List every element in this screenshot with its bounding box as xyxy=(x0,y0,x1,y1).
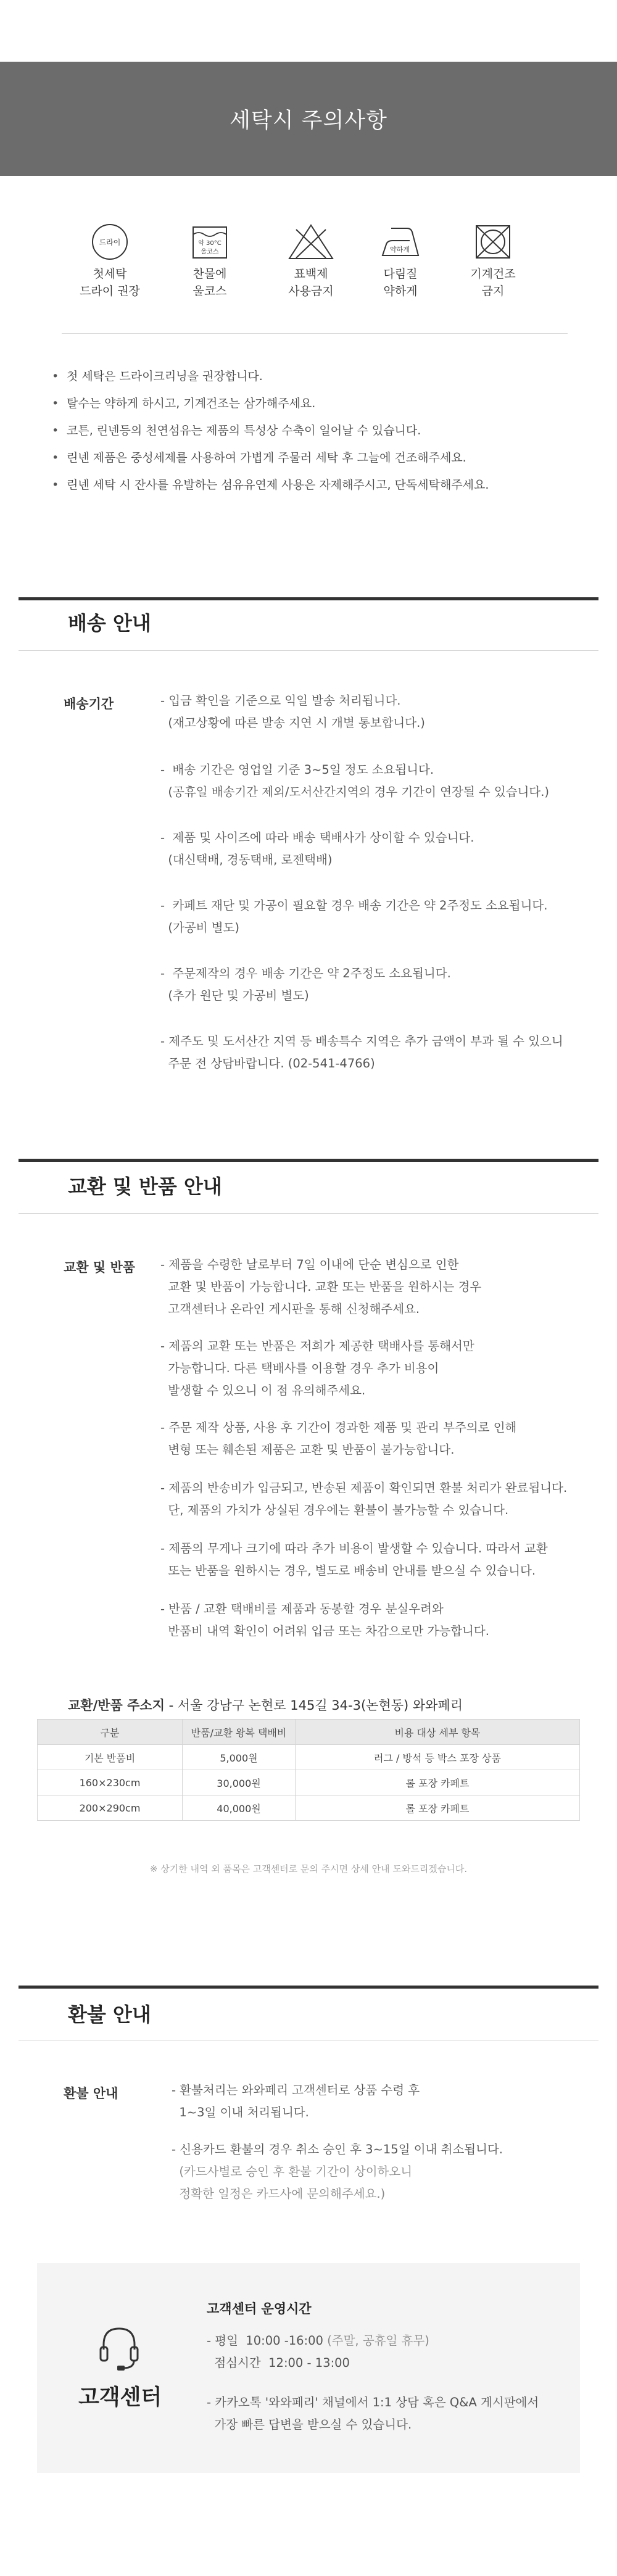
no-bleach-icon xyxy=(288,223,334,260)
return-fee-table xyxy=(37,1719,580,1821)
table-cell: 5,000원 xyxy=(183,1745,296,1770)
list-item: • 탈수는 약하게 하시고, 기계건조는 삼가해주세요. xyxy=(49,390,580,417)
text-line: 반품비 내역 확인이 어려워 입금 또는 차감으로만 가능합니다. xyxy=(160,1624,489,1638)
exchange-paragraph xyxy=(160,1335,474,1402)
exchange-label: 교환 및 반품 xyxy=(64,1260,136,1275)
iron-icon xyxy=(379,223,422,260)
text-line: - 카카오톡 '와와페리' 채널에서 1:1 상담 혹은 Q&A 게시판에서 xyxy=(207,2395,539,2409)
text-line: - 제품의 무게나 크기에 따라 추가 비용이 발생할 수 있습니다. 따라서 교환 xyxy=(160,1541,548,1555)
address-text: - 서울 강남구 논현로 145길 34-3(논현동) 와와페리 xyxy=(168,1698,463,1713)
exchange-paragraph xyxy=(160,1417,516,1461)
list-item: • 린넨 세탁 시 잔사를 유발하는 섬유유연제 사용은 자제해주시고, 단독세탁해주세요. xyxy=(49,471,580,499)
text-line: - 반품 / 교환 택배비를 제품과 동봉할 경우 분실우려와 xyxy=(160,1602,444,1616)
list-item: • 코튼, 린넨등의 천연섬유는 제품의 특성상 수축이 일어날 수 있습니다. xyxy=(49,417,580,444)
shipping-paragraph xyxy=(160,1030,563,1075)
table-row xyxy=(38,1745,580,1770)
shipping-label: 배송기간 xyxy=(64,697,114,711)
text-line: 주문 전 상담바랍니다. (02-541-4766) xyxy=(160,1056,375,1071)
section-top-bar xyxy=(19,1986,598,1989)
care-item-no-tumble-dry xyxy=(453,223,533,300)
text-line: 고객센터나 온라인 게시판을 통해 신청해주세요. xyxy=(160,1302,420,1316)
care-divider xyxy=(62,333,568,334)
refund-title: 환불 안내 xyxy=(68,2003,151,2026)
refund-label: 환불 안내 xyxy=(64,2086,118,2101)
section-divider xyxy=(19,650,598,651)
text-line: (가공비 별도) xyxy=(160,921,239,935)
customer-center-kakao xyxy=(207,2392,539,2436)
address-label: 교환/반품 주소지 xyxy=(68,1698,165,1713)
text-line: - 제품을 수령한 날로부터 7일 이내에 단순 변심으로 인한 xyxy=(160,1257,459,1272)
text-line: (카드사별로 승인 후 환불 기간이 상이하오니 xyxy=(172,2164,413,2179)
text-line: 점심시간 12:00 - 13:00 xyxy=(207,2356,350,2370)
table-cell: 30,000원 xyxy=(183,1770,296,1795)
section-top-bar xyxy=(19,597,598,600)
shipping-paragraph xyxy=(160,963,451,1007)
text-line: 가능합니다. 다른 택배사를 이용할 경우 추가 비용이 xyxy=(160,1361,439,1375)
exchange-paragraph xyxy=(160,1254,481,1320)
customer-center-title: 고객센터 운영시간 xyxy=(207,2301,312,2316)
text-line: - 배송 기간은 영업일 기준 3~5일 정도 소요됩니다. xyxy=(160,763,434,777)
no-tumble-dry-icon xyxy=(471,223,515,260)
care-label: 다림질 약하게 xyxy=(383,267,418,298)
text-line: 발생할 수 있으니 이 점 유의해주세요. xyxy=(160,1383,366,1398)
wash-course-text: 울코스 xyxy=(201,249,219,255)
text-line: 또는 반품을 원하시는 경우, 별도로 배송비 안내를 받으실 수 있습니다. xyxy=(160,1563,536,1578)
headset-icon xyxy=(97,2325,141,2372)
section-divider xyxy=(19,1213,598,1214)
wash-tub-icon xyxy=(188,223,231,260)
text-line: (공휴일 배송기간 제외/도서산간지역의 경우 기간이 연장될 수 있습니다.) xyxy=(160,785,550,799)
care-label: 첫세탁 드라이 권장 xyxy=(80,267,140,298)
shipping-paragraph xyxy=(160,895,547,939)
fee-footnote: ※ 상기한 내역 외 품목은 고객센터로 문의 주시면 상세 안내 도와드리겠습니다. xyxy=(149,1863,468,1874)
column-header: 비용 대상 세부 항목 xyxy=(296,1720,580,1745)
table-header-row xyxy=(38,1720,580,1745)
exchange-paragraph xyxy=(160,1598,489,1642)
return-address xyxy=(68,1696,463,1714)
text-line: - 주문 제작 상품, 사용 후 기간이 경과한 제품 및 관리 부주의로 인해 xyxy=(160,1420,517,1435)
text-line: 1~3일 이내 처리됩니다. xyxy=(172,2105,309,2119)
text-line: (재고상황에 따른 발송 지연 시 개별 통보합니다.) xyxy=(160,716,425,730)
care-item-dry-clean xyxy=(70,223,150,300)
table-cell: 200×290cm xyxy=(38,1795,183,1821)
care-label: 표백제 사용금지 xyxy=(288,267,334,298)
text-line: 단, 제품의 가치가 상실된 경우에는 환불이 불가능할 수 있습니다. xyxy=(160,1503,509,1517)
exchange-paragraph xyxy=(160,1477,567,1522)
text-line: - 제주도 및 도서산간 지역 등 배송특수 지역은 추가 금액이 부과 될 수 있으니 xyxy=(160,1034,563,1048)
iron-symbol-text: 약하게 xyxy=(390,246,410,254)
text-line: - 제품의 반송비가 입금되고, 반송된 제품이 확인되면 환불 처리가 완료됩니다. xyxy=(160,1481,568,1495)
weekday-hours: - 평일 10:00 -16:00 xyxy=(207,2334,323,2348)
table-cell: 러그 / 방석 등 박스 포장 상품 xyxy=(296,1745,580,1770)
page-title: 세탁시 주의사항 xyxy=(230,108,387,133)
text-line: - 주문제작의 경우 배송 기간은 약 2주정도 소요됩니다. xyxy=(160,966,451,980)
wash-temp-text: 약 30°C xyxy=(198,240,222,247)
table-cell: 40,000원 xyxy=(183,1795,296,1821)
care-label: 찬물에 울코스 xyxy=(193,267,227,298)
column-header: 반품/교환 왕복 택배비 xyxy=(183,1720,296,1745)
care-item-iron xyxy=(360,223,441,300)
text-line: 변형 또는 훼손된 제품은 교환 및 반품이 불가능합니다. xyxy=(160,1443,455,1457)
section-top-bar xyxy=(19,1159,598,1162)
hero-banner xyxy=(0,62,617,176)
shipping-title: 배송 안내 xyxy=(68,611,151,635)
holiday-note: (주말, 공휴일 휴무) xyxy=(327,2334,429,2348)
text-line: - 카페트 재단 및 가공이 필요할 경우 배송 기간은 약 2주정도 소요됩니다. xyxy=(160,898,548,913)
table-cell: 롤 포장 카페트 xyxy=(296,1770,580,1795)
text-line: - 환불처리는 와와페리 고객센터로 상품 수령 후 xyxy=(172,2083,420,2097)
text-line: - 제품의 교환 또는 반품은 저희가 제공한 택배사를 통해서만 xyxy=(160,1339,474,1353)
care-item-wash xyxy=(170,223,250,300)
text-line: - 입금 확인을 기준으로 익일 발송 처리됩니다. xyxy=(160,694,401,708)
text-line: 교환 및 반품이 가능합니다. 교환 또는 반품을 원하시는 경우 xyxy=(160,1280,482,1294)
customer-center-label: 고객센터 xyxy=(78,2385,162,2410)
exchange-paragraph xyxy=(160,1538,548,1582)
text-line xyxy=(207,2330,429,2352)
text-line: (추가 원단 및 가공비 별도) xyxy=(160,988,309,1003)
table-cell: 기본 반품비 xyxy=(38,1745,183,1770)
wash-notes-list xyxy=(49,363,580,499)
shipping-paragraph xyxy=(160,690,425,734)
care-item-no-bleach xyxy=(271,223,351,300)
shipping-paragraph xyxy=(160,759,549,803)
dry-clean-symbol-text: 드라이 xyxy=(99,238,121,247)
care-label: 기계건조 금지 xyxy=(470,267,516,298)
refund-paragraph xyxy=(172,2079,420,2124)
text-line: 정확한 일정은 카드사에 문의해주세요.) xyxy=(172,2187,386,2201)
text-line: - 신용카드 환불의 경우 취소 승인 후 3~15일 이내 취소됩니다. xyxy=(172,2142,503,2156)
list-item: • 첫 세탁은 드라이크리닝을 권장합니다. xyxy=(49,363,580,390)
dry-clean-icon xyxy=(88,223,131,260)
exchange-title: 교환 및 반품 안내 xyxy=(68,1175,222,1198)
table-row xyxy=(38,1795,580,1821)
column-header: 구분 xyxy=(38,1720,183,1745)
customer-center-hours xyxy=(207,2330,429,2374)
list-item: • 린넨 제품은 중성세제를 사용하여 가볍게 주물러 세탁 후 그늘에 건조해주세요. xyxy=(49,444,580,471)
table-cell: 롤 포장 카페트 xyxy=(296,1795,580,1821)
refund-paragraph xyxy=(172,2139,503,2205)
table-cell: 160×230cm xyxy=(38,1770,183,1795)
table-row xyxy=(38,1770,580,1795)
shipping-paragraph xyxy=(160,827,474,871)
text-line: 가장 빠른 답변을 받으실 수 있습니다. xyxy=(207,2417,412,2432)
text-line: - 제품 및 사이즈에 따라 배송 택배사가 상이할 수 있습니다. xyxy=(160,830,474,845)
text-line: (대신택배, 경동택배, 로젠택배) xyxy=(160,853,333,867)
